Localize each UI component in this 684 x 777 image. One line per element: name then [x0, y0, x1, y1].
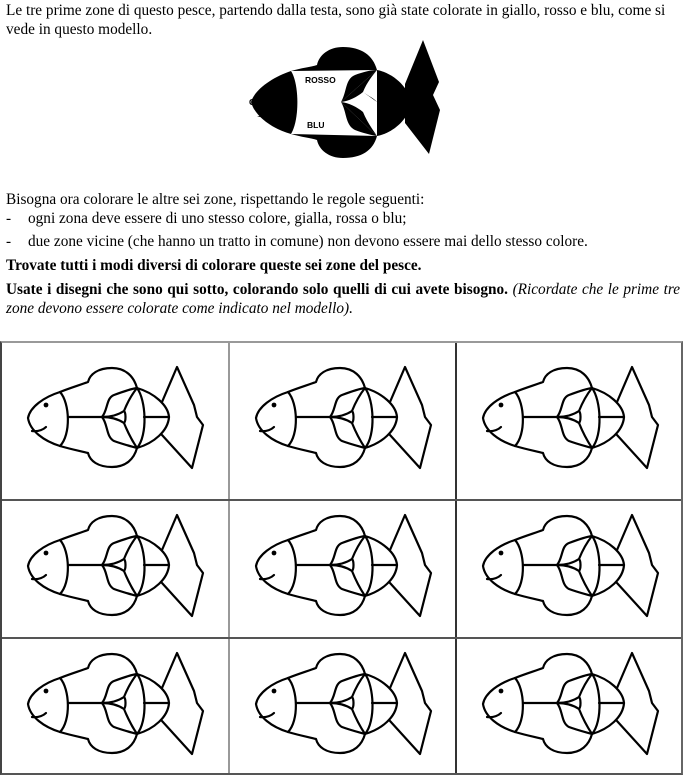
rule-bullet: -: [6, 233, 12, 250]
fish-outline-icon: [22, 641, 212, 771]
fish-cell: [2, 343, 228, 499]
fish-cell: [457, 501, 681, 637]
label-blu: BLU: [307, 120, 325, 130]
fish-cell: [457, 639, 681, 775]
fish-outline-icon: [22, 503, 212, 633]
task-text: Trovate tutti i modi diversi di colorare queste sei zone del pesce.: [6, 257, 422, 274]
fish-cell: [230, 343, 455, 499]
fish-outline-icon: [22, 355, 212, 485]
rule-text: ogni zona deve essere di uno stesso colore, gialla, rossa o blu;: [28, 210, 407, 227]
fish-outline-icon: [250, 641, 440, 771]
rule-item: [6, 209, 407, 228]
fish-cell: [230, 639, 455, 775]
fish-outline-icon: [477, 503, 667, 633]
rule-item: [6, 232, 588, 251]
fish-eye-icon: [272, 689, 277, 694]
fish-eye-icon: [499, 689, 504, 694]
label-giallo: GIALLO: [249, 97, 282, 107]
fish-outline-icon: [477, 355, 667, 485]
coloring-grid: [0, 341, 683, 775]
fish-cell: [2, 639, 228, 775]
rule-bullet: -: [6, 210, 12, 227]
fish-outline-icon: [477, 641, 667, 771]
fish-outline-icon: [250, 355, 440, 485]
fish-eye-icon: [272, 551, 277, 556]
fish-cell: [457, 343, 681, 499]
intro-text: Le tre prime zone di questo pesce, partendo dalla testa, sono già state colorate in giallo, rosso e blu, come si vede in questo modello.: [6, 2, 666, 38]
fish-cell: [2, 501, 228, 637]
fish-eye-icon: [499, 403, 504, 408]
usage-bold: Usate i disegni che sono qui sotto, colorando solo quelli di cui avete bisogno.: [6, 281, 508, 298]
fish-outline-icon: [250, 503, 440, 633]
model-fish: [243, 37, 443, 172]
usage-italic: (Ricordate che le prime tre zone devono essere colorate come indicato nel modello).: [6, 281, 680, 317]
fish-eye-icon: [44, 403, 49, 408]
fish-eye-icon: [499, 551, 504, 556]
usage-text: [6, 280, 680, 318]
rules-intro: Bisogna ora colorare le altre sei zone, rispettando le regole seguenti:: [6, 191, 425, 208]
fish-eye-icon: [44, 551, 49, 556]
rule-text: due zone vicine (che hanno un tratto in comune) non devono essere mai dello stesso colore.: [28, 233, 588, 250]
label-rosso: ROSSO: [305, 75, 336, 85]
fish-eye-icon: [272, 403, 277, 408]
fish-eye-icon: [44, 689, 49, 694]
fish-cell: [230, 501, 455, 637]
